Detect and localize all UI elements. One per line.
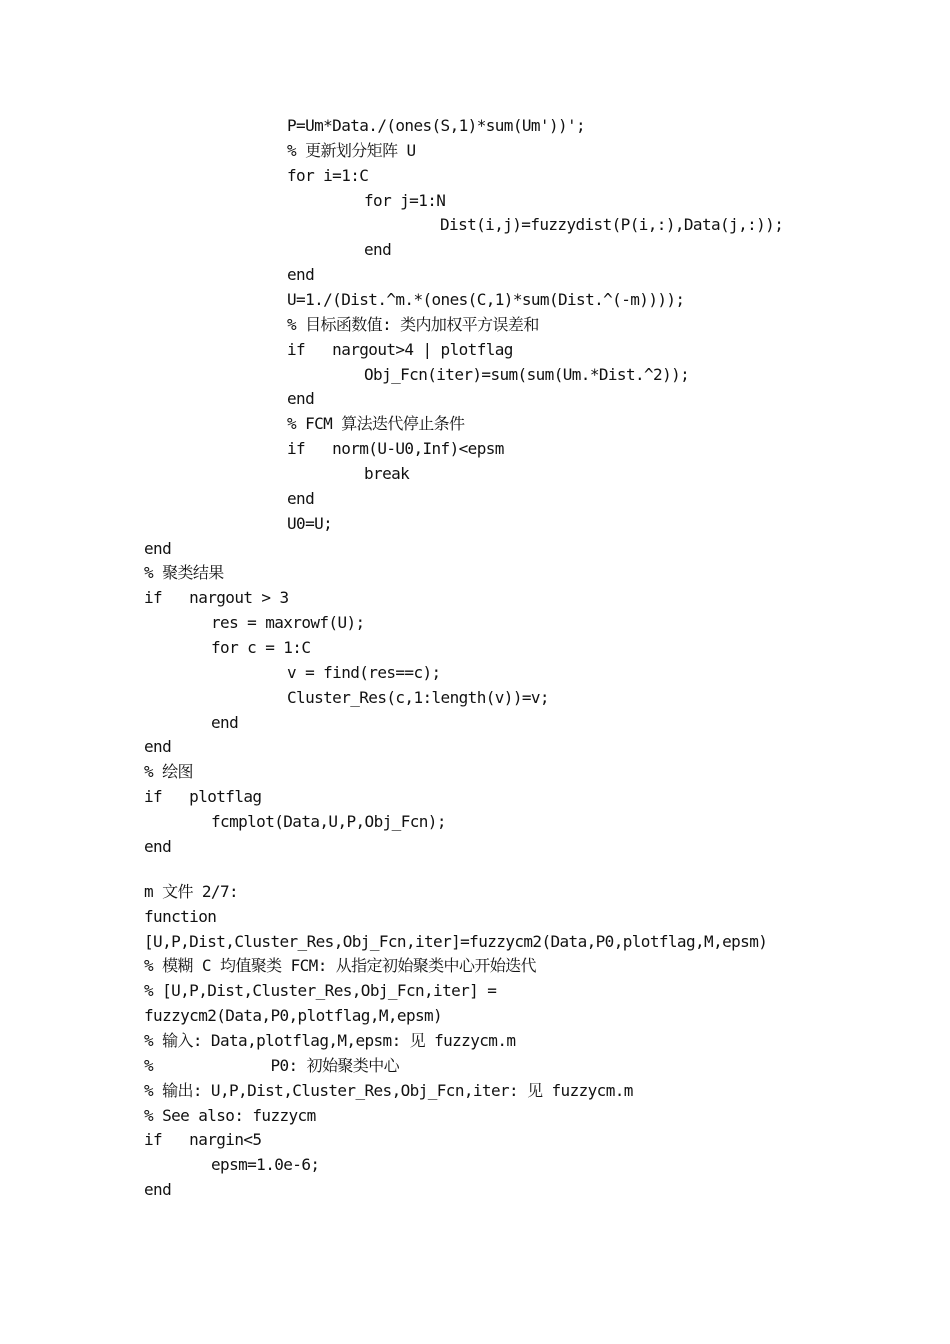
code-line: U0=U; (287, 513, 333, 533)
code-line: end (287, 488, 315, 508)
code-line: function (144, 906, 217, 926)
code-line: % [U,P,Dist,Cluster_Res,Obj_Fcn,iter] = (144, 981, 497, 1001)
code-line: % 模糊 C 均值聚类 FCM: 从指定初始聚类中心开始迭代 (144, 956, 536, 976)
code-line: end (144, 737, 172, 757)
code-line: for j=1:N (364, 190, 446, 210)
code-line: Dist(i,j)=fuzzydist(P(i,:),Data(j,:)); (440, 215, 784, 235)
code-line: if plotflag (144, 787, 262, 807)
code-line: end (144, 1180, 172, 1200)
code-line: epsm=1.0e-6; (211, 1155, 320, 1175)
code-line: Cluster_Res(c,1:length(v))=v; (287, 687, 549, 707)
code-line: fcmplot(Data,U,P,Obj_Fcn); (211, 812, 446, 832)
code-line: if nargout > 3 (144, 588, 289, 608)
code-line: Obj_Fcn(iter)=sum(sum(Um.*Dist.^2)); (364, 364, 690, 384)
code-line: % 目标函数值: 类内加权平方误差和 (287, 314, 539, 334)
code-line: % 输出: U,P,Dist,Cluster_Res,Obj_Fcn,iter: 见 fuzzycm.m (144, 1080, 633, 1100)
code-line: end (144, 836, 172, 856)
code-line: if nargin<5 (144, 1130, 262, 1150)
code-line: m 文件 2/7: (144, 881, 239, 901)
code-line: res = maxrowf(U); (211, 613, 365, 633)
code-line (0, 860, 950, 880)
code-line: % See also: fuzzycm (144, 1105, 316, 1125)
code-line: U=1./(Dist.^m.*(ones(C,1)*sum(Dist.^(-m)))); (287, 290, 685, 310)
code-line: for c = 1:C (211, 638, 311, 658)
code-line: end (364, 240, 392, 260)
code-line: end (211, 712, 239, 732)
code-line: if norm(U-U0,Inf)<epsm (287, 439, 504, 459)
code-line: % 绘图 (144, 762, 193, 782)
code-line: for i=1:C (287, 165, 369, 185)
code-line: v = find(res==c); (287, 662, 441, 682)
code-line: % 输入: Data,plotflag,M,epsm: 见 fuzzycm.m (144, 1030, 516, 1050)
code-line: [U,P,Dist,Cluster_Res,Obj_Fcn,iter]=fuzzycm2(Data,P0,plotflag,M,epsm) (144, 931, 768, 951)
code-line: % 更新划分矩阵 U (287, 140, 416, 160)
code-line: end (287, 265, 315, 285)
code-line: % FCM 算法迭代停止条件 (287, 414, 465, 434)
code-line: % P0: 初始聚类中心 (144, 1055, 399, 1075)
code-line: break (364, 464, 410, 484)
code-line: P=Um*Data./(ones(S,1)*sum(Um'))'; (287, 116, 586, 135)
code-line: if nargout>4 | plotflag (287, 339, 513, 359)
code-listing (0, 114, 950, 1203)
code-line: fuzzycm2(Data,P0,plotflag,M,epsm) (144, 1006, 443, 1026)
code-line: end (144, 538, 172, 558)
code-line: end (287, 389, 315, 409)
code-line: % 聚类结果 (144, 563, 224, 583)
